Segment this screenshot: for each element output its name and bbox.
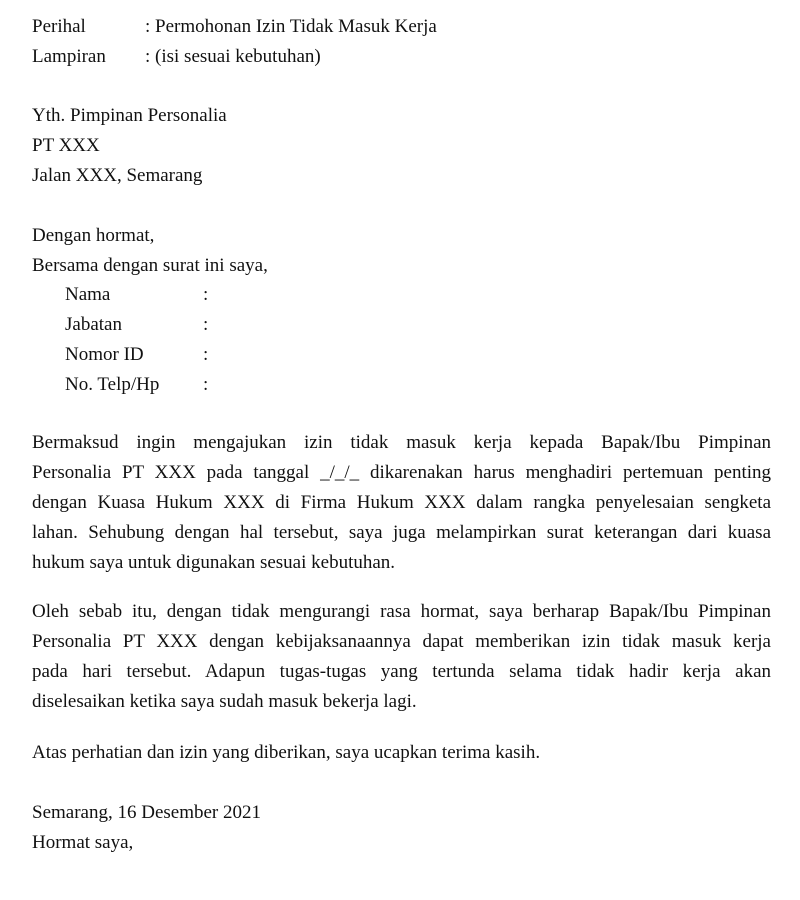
recipient-name: Yth. Pimpinan Personalia xyxy=(32,105,227,126)
paragraph-line: pada hari tersebut. Adapun tugas-tugas yang tertunda selama tidak hadir kerja akan xyxy=(32,661,771,682)
identity-row-nomor-id xyxy=(65,340,365,370)
paragraph-line: diselesaikan ketika saya sudah masuk bekerja lagi. xyxy=(32,691,417,712)
perihal-row xyxy=(32,12,772,42)
paragraph-line: Bermaksud ingin mengajukan izin tidak masuk kerja kepada Bapak/Ibu Pimpinan xyxy=(32,432,771,453)
identity-label: Nama xyxy=(65,284,111,305)
paragraph-line: dengan Kuasa Hukum XXX di Firma Hukum XXX dalam rangka penyelesaian sengketa xyxy=(32,492,771,513)
paragraph-hope xyxy=(32,597,771,717)
identity-row-nama xyxy=(65,280,365,310)
paragraph-request xyxy=(32,428,771,578)
paragraph-line: lahan. Sehubung dengan hal tersebut, saya juga melampirkan surat keterangan dari kuasa xyxy=(32,522,771,543)
identity-colon: : xyxy=(203,344,209,365)
identity-colon: : xyxy=(203,284,209,305)
lampiran-label: Lampiran xyxy=(32,46,106,67)
paragraph-line: Personalia PT XXX pada tanggal _/_/_ dikarenakan harus menghadiri pertemuan penting xyxy=(32,462,771,483)
identity-label: Jabatan xyxy=(65,314,122,335)
identity-colon: : xyxy=(203,314,209,335)
thanks-line: Atas perhatian dan izin yang diberikan, saya ucapkan terima kasih. xyxy=(32,742,541,763)
lampiran-value: : (isi sesuai kebutuhan) xyxy=(145,46,321,67)
recipient-address: Jalan XXX, Semarang xyxy=(32,165,203,186)
identity-row-jabatan xyxy=(65,310,365,340)
paragraph-line: Personalia PT XXX dengan kebijaksanaannya dapat memberikan izin tidak masuk kerja xyxy=(32,631,771,652)
place-date: Semarang, 16 Desember 2021 xyxy=(32,802,261,823)
identity-label: Nomor ID xyxy=(65,344,144,365)
intro-line: Bersama dengan surat ini saya, xyxy=(32,255,268,276)
recipient-company: PT XXX xyxy=(32,135,100,156)
identity-colon: : xyxy=(203,374,209,395)
regards: Hormat saya, xyxy=(32,832,134,853)
identity-label: No. Telp/Hp xyxy=(65,374,160,395)
paragraph-line: Oleh sebab itu, dengan tidak mengurangi rasa hormat, saya berharap Bapak/Ibu Pimpinan xyxy=(32,601,771,622)
lampiran-row xyxy=(32,42,772,72)
perihal-label: Perihal xyxy=(32,16,86,37)
perihal-value: : Permohonan Izin Tidak Masuk Kerja xyxy=(145,16,437,37)
identity-row-telp xyxy=(65,370,365,400)
greeting: Dengan hormat, xyxy=(32,225,155,246)
paragraph-line: hukum saya untuk digunakan sesuai kebutuhan. xyxy=(32,552,396,573)
